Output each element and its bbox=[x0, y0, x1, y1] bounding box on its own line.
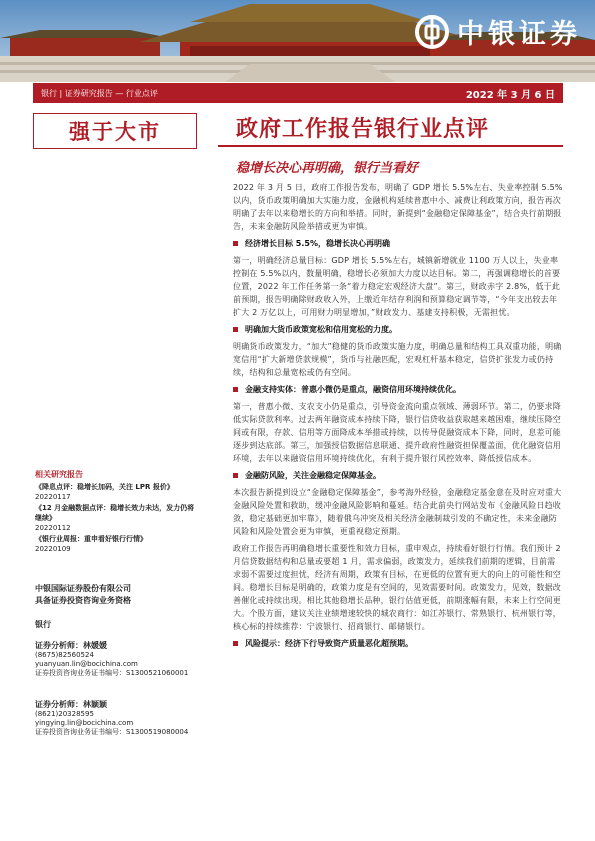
section-heading bbox=[233, 470, 563, 481]
section-heading bbox=[233, 238, 563, 249]
body-paragraph: 第一，明确经济总量目标：GDP 增长 5.5%左右，城镇新增就业 1100 万人以上，失业率控制在 5.5%以内，数量明确，稳增长必须加大力度以达目标。第二，再强调稳增长的首要位置，2022 年工作任务第一条“着力稳定宏观经济大盘”。第三，财政赤字 2.8%，低于此前预期，报告明确除财政收入外，上缴近年结存利润和预算稳定调节等，“今年支出较去年扩大 2 万亿以上，可用财力明显增加，”财政发力、基建支持积极，无需担忧。 bbox=[233, 256, 561, 317]
related-report-title[interactable]: 《降息点评：稳增长加码，关注 LPR 报价》 bbox=[35, 483, 174, 491]
report-body bbox=[233, 181, 563, 654]
bullet-square-icon bbox=[233, 387, 238, 392]
body-paragraph: 明确货币政策发力，“加大”稳健的货币政策实施力度，明确总量和结构工具双重功能，明确宽信用“扩大新增贷款规模”，货币与社融匹配，宏观杠杆基本稳定，信贷扩张发力或仍持续，结构和总量宽松或仍有空间。 bbox=[233, 342, 562, 377]
analyst-phone: (8675)82560524 bbox=[35, 651, 94, 659]
section-heading bbox=[233, 324, 563, 335]
company-name: 中银国际证券股份有限公司 bbox=[35, 584, 131, 593]
analyst-name: 证券分析师：林媛媛 bbox=[35, 641, 107, 650]
related-report-title[interactable]: 《银行业周报：重申看好银行行情》 bbox=[35, 535, 147, 543]
license-line: 具备证券投资咨询业务资格 bbox=[35, 596, 131, 605]
sector-label: 银行 bbox=[35, 620, 51, 629]
report-date: 2022 年 3 月 6 日 bbox=[465, 89, 555, 101]
related-report-date: 20220109 bbox=[35, 545, 71, 553]
brand-lockup bbox=[415, 12, 581, 51]
section-heading-text: 金融防风险，关注金融稳定保障基金。 bbox=[245, 471, 381, 480]
analyst-email[interactable]: yuanyuan.lin@bocichina.com bbox=[35, 660, 138, 668]
analyst-email[interactable]: yingying.lin@bocichina.com bbox=[35, 719, 134, 727]
company-info bbox=[35, 583, 200, 737]
section-heading bbox=[233, 384, 563, 395]
body-paragraph: 第一，普惠小微、支农支小仍是重点，引导资金流向重点领域、薄弱环节。第二，仍要求降低实际贷款利率。过去两年融资成本持续下降，银行信贷收益获取越来越困难，继续压降空间或有限，存款、信用等方面降成本举措或持续，以传导促融资成本下降，同时，息差可能逐步到达底部。第三，加强授信数据信息联通、提升政府性融资担保覆盖面，优化融资信用环境，去年以来融资信用环境持续优化，有利于提升银行风控效率、降低授信成本。 bbox=[233, 402, 561, 463]
brand-name: 中银证券 bbox=[457, 19, 581, 50]
page-title: 政府工作报告银行业点评 bbox=[236, 116, 490, 142]
header-strip bbox=[33, 83, 563, 103]
analyst-name: 证券分析师：林颖颖 bbox=[35, 700, 107, 709]
bullet-square-icon bbox=[233, 327, 238, 332]
section-heading-text: 经济增长目标 5.5%，稳增长决心再明确 bbox=[245, 239, 390, 248]
related-reports-title: 相关研究报告 bbox=[35, 470, 83, 479]
related-report-date: 20220117 bbox=[35, 493, 71, 501]
conclusion-paragraph: 政府工作报告再明确稳增长重要性和效力目标，重申观点，持续看好银行行情。我们预计 2 月信贷数据结构和总量或要超 1 月，需求偏弱，政策发力，延续我们前期的逻辑，目前需求弱不需要过度担忧，经济有周期，政策有目标，在更低的位置有更大的向上的可能性和空间。稳增长目标是明确的，政策力度是有空间的，见效需要时间。政策发力，见效，数据改善催化或持续出现。相比其他稳增长品种，银行估值更低，前期涨幅有限，未来上行空间更大。个股方面，建议关注业绩增速较快的城农商行：如江苏银行、常熟银行、杭州银行等，核心标的持续推荐：宁波银行、招商银行、邮储银行。 bbox=[233, 544, 561, 631]
analyst-cert: 证券投资咨询业务证书编号：S1300521060001 bbox=[35, 669, 189, 677]
rating-badge: 强于大市 bbox=[33, 113, 197, 149]
intro-paragraph: 2022 年 3 月 5 日，政府工作报告发布，明确了 GDP 增长 5.5%左右、失业率控制 5.5%以内，货币政策明确加大实施力度，金融机构延续普惠中小、减费让利政策方向，报告再次明确了去年以来稳增长的方向和举措。同时，新提到“金融稳定保障基金”，结合央行前期报告，未来金融防风险举措或更为审慎。 bbox=[233, 183, 563, 231]
analyst-phone: (8621)20328595 bbox=[35, 710, 94, 718]
section-heading-text: 金融支持实体：普惠小微仍是重点，融资信用环境持续优化。 bbox=[245, 385, 461, 394]
related-report-date: 20220112 bbox=[35, 524, 71, 532]
title-divider bbox=[218, 145, 563, 147]
bullet-square-icon bbox=[233, 641, 238, 646]
cover-banner bbox=[0, 0, 595, 82]
page-subtitle: 稳增长决心再明确，银行当看好 bbox=[236, 161, 419, 176]
risk-warning bbox=[233, 638, 563, 649]
related-reports bbox=[35, 470, 200, 555]
bullet-square-icon bbox=[233, 241, 238, 246]
risk-warning-text: 风险提示：经济下行导致资产质量恶化超预期。 bbox=[245, 639, 413, 648]
report-category: 银行 | 证券研究报告 — 行业点评 bbox=[41, 88, 158, 98]
body-paragraph: 本次报告新提到设立“金融稳定保障基金”，参考海外经验，金融稳定基金意在及时应对重大金融风险处置和救助，缓冲金融风险影响和蔓延。结合此前央行网站发布《金融风险日趋收敛，稳定基础更加牢靠》，随着俄乌冲突及相关经济金融制裁引发的不确定性，未来金融防风险和风险处置会更为审慎，更重视稳定预期。 bbox=[233, 488, 562, 536]
bank-of-china-logo-icon bbox=[415, 15, 449, 49]
bullet-square-icon bbox=[233, 473, 238, 478]
analyst-cert: 证券投资咨询业务证书编号：S1300519080004 bbox=[35, 728, 189, 736]
related-report-title[interactable]: 《12 月金融数据点评：稳增长效力未达，发力仍将继续》 bbox=[35, 504, 195, 522]
section-heading-text: 明确加大货币政策宽松和信用宽松的力度。 bbox=[245, 325, 397, 334]
